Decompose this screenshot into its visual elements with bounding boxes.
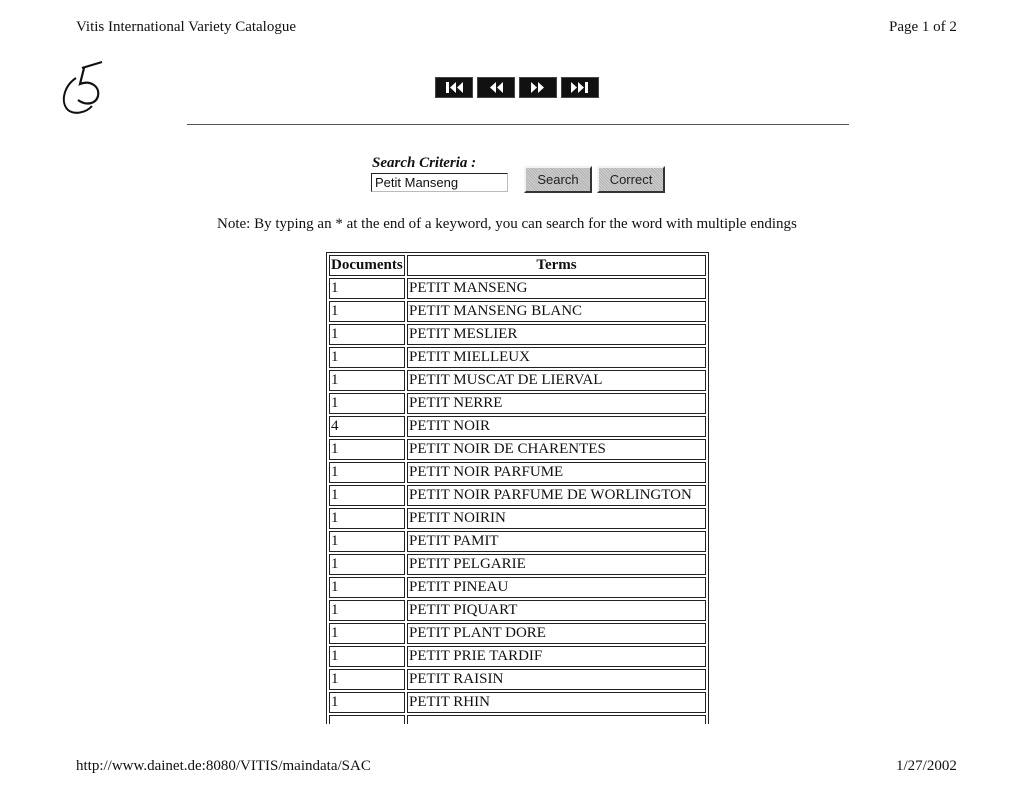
term-link[interactable]: PETIT NOIR DE CHARENTES (407, 439, 706, 460)
table-row (329, 715, 706, 724)
document-count: 1 (329, 439, 405, 460)
table-row (329, 669, 706, 690)
term-link[interactable]: PETIT NOIRIN (407, 508, 706, 529)
document-count: 1 (329, 623, 405, 644)
document-count: 1 (329, 370, 405, 391)
table-header-row (329, 255, 706, 276)
term-link[interactable]: PETIT PAMIT (407, 531, 706, 552)
term-link[interactable]: PETIT NOIR PARFUME (407, 462, 706, 483)
document-count: 1 (329, 462, 405, 483)
table-row (329, 347, 706, 368)
search-input[interactable] (371, 173, 508, 192)
previous-page-icon (478, 78, 514, 97)
page-number: Page 1 of 2 (889, 19, 957, 35)
table-row (329, 531, 706, 552)
term-link[interactable]: PETIT PLANT DORE (407, 623, 706, 644)
table-row (329, 508, 706, 529)
document-count: 1 (329, 301, 405, 322)
table-row (329, 416, 706, 437)
document-count: 1 (329, 531, 405, 552)
term-link[interactable]: PETIT MANSENG BLANC (407, 301, 706, 322)
document-count: 1 (329, 508, 405, 529)
document-count: 1 (329, 692, 405, 713)
handwritten-mark (56, 58, 112, 116)
table-row (329, 623, 706, 644)
table-row (329, 600, 706, 621)
term-link[interactable]: PETIT RAISIN (407, 669, 706, 690)
table-row (329, 554, 706, 575)
term-link[interactable]: PETIT PINEAU (407, 577, 706, 598)
last-page-icon (562, 78, 598, 97)
term-link[interactable]: PETIT MUSCAT DE LIERVAL (407, 370, 706, 391)
search-criteria-label: Search Criteria : (372, 155, 477, 171)
results-table (326, 252, 709, 724)
previous-page-button[interactable] (477, 77, 515, 98)
first-page-icon (436, 78, 472, 97)
document-count: 1 (329, 577, 405, 598)
term-link[interactable]: PETIT PELGARIE (407, 554, 706, 575)
document-count: 1 (329, 554, 405, 575)
term-link[interactable]: PETIT NOIR PARFUME DE WORLINGTON (407, 485, 706, 506)
column-header-terms: Terms (407, 255, 706, 276)
table-row (329, 278, 706, 299)
document-count: 1 (329, 347, 405, 368)
divider-line (187, 124, 849, 125)
document-count: 1 (329, 600, 405, 621)
document-count: 1 (329, 393, 405, 414)
document-count (329, 715, 405, 724)
document-count: 1 (329, 324, 405, 345)
table-row (329, 646, 706, 667)
column-header-documents: Documents (329, 255, 405, 276)
document-count: 1 (329, 646, 405, 667)
term-link[interactable]: PETIT MESLIER (407, 324, 706, 345)
correct-button[interactable]: Correct (597, 166, 665, 193)
first-page-button[interactable] (435, 77, 473, 98)
search-note: Note: By typing an * at the end of a keyword, you can search for the word with multiple endings (217, 216, 797, 232)
document-count: 1 (329, 485, 405, 506)
table-row (329, 439, 706, 460)
table-row (329, 324, 706, 345)
document-count: 1 (329, 278, 405, 299)
table-row (329, 370, 706, 391)
table-row (329, 393, 706, 414)
last-page-button[interactable] (561, 77, 599, 98)
term-link[interactable]: PETIT RHIN (407, 692, 706, 713)
term-link[interactable]: PETIT MANSENG (407, 278, 706, 299)
term-link (407, 715, 706, 724)
term-link[interactable]: PETIT PIQUART (407, 600, 706, 621)
table-row (329, 462, 706, 483)
next-page-button[interactable] (519, 77, 557, 98)
term-link[interactable]: PETIT PRIE TARDIF (407, 646, 706, 667)
search-button[interactable]: Search (524, 166, 592, 193)
document-count: 4 (329, 416, 405, 437)
next-page-icon (520, 78, 556, 97)
term-link[interactable]: PETIT NOIR (407, 416, 706, 437)
footer-date: 1/27/2002 (896, 758, 957, 774)
table-row (329, 485, 706, 506)
term-link[interactable]: PETIT MIELLEUX (407, 347, 706, 368)
document-title: Vitis International Variety Catalogue (76, 19, 297, 35)
table-row (329, 577, 706, 598)
term-link[interactable]: PETIT NERRE (407, 393, 706, 414)
table-row (329, 692, 706, 713)
table-row (329, 301, 706, 322)
document-count: 1 (329, 669, 405, 690)
footer-url: http://www.dainet.de:8080/VITIS/maindata/SAC (76, 758, 371, 774)
